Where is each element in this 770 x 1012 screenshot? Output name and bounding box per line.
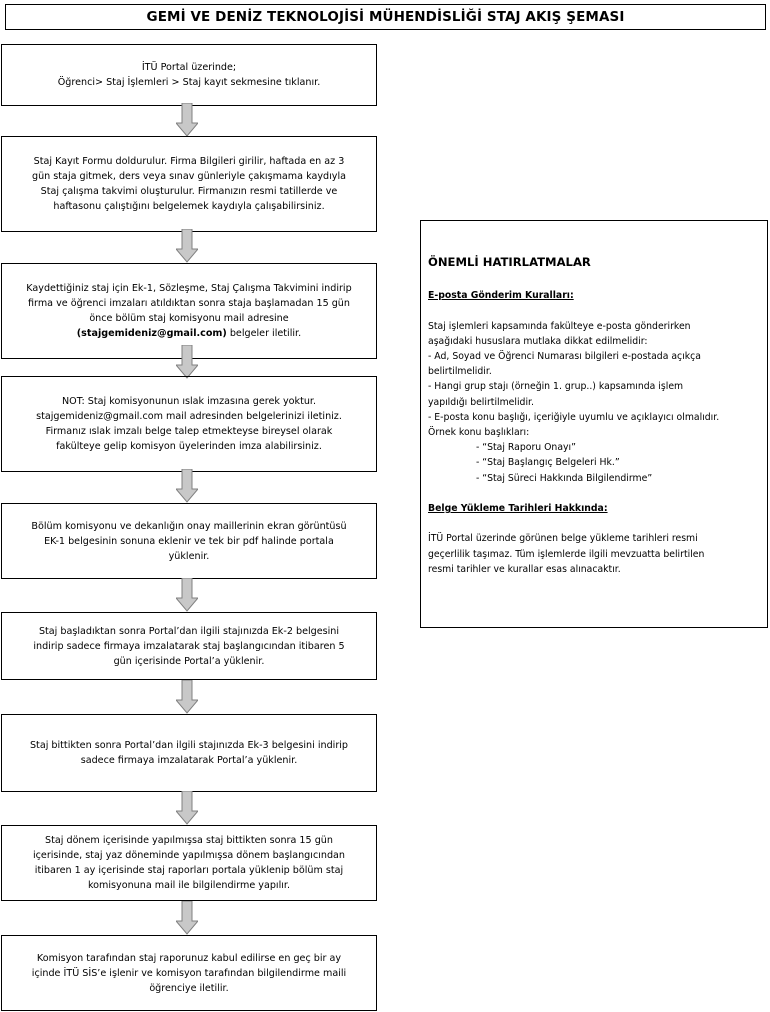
- step-text-line: Staj Kayıt Formu doldurulur. Firma Bilgileri girilir, haftada en az 3: [33, 156, 345, 167]
- step-text-line: öğrenciye iletilir.: [149, 982, 229, 994]
- email-rules-line: - Ad, Soyad ve Öğrenci Numarası bilgileri e-postada açıkça: [428, 351, 701, 362]
- down-arrow-icon: [176, 680, 198, 714]
- step-text-line: haftasonu çalıştığını belgelemek kaydıyla çalışabilirsiniz.: [53, 201, 325, 212]
- flow-step-2: [1, 136, 377, 232]
- reminders-heading: ÖNEMLİ HATIRLATMALAR: [428, 255, 591, 269]
- email-rules-line: aşağıdaki hususlara mutlaka dikkat edilmelidir:: [428, 335, 648, 347]
- step-text-line: Kaydettiğiniz staj için Ek-1, Sözleşme, Staj Çalışma Takvimini indirip: [26, 283, 352, 294]
- step-text-line: yüklenir.: [168, 550, 210, 562]
- flow-step-5: [1, 503, 377, 579]
- step-text-line: Öğrenci> Staj İşlemleri > Staj kayıt sekmesine tıklanır.: [57, 77, 321, 88]
- step-text-line: içinde İTÜ SİS’e işlenir ve komisyon tarafından bilgilendirme maili: [31, 967, 347, 979]
- committee-email: (stajgemideniz@gmail.com): [76, 328, 227, 339]
- down-arrow-icon: [176, 791, 198, 825]
- email-rules-line: - Hangi grup stajı (örneğin 1. grup..) kapsamında işlem: [428, 381, 684, 393]
- step-text-line: indirip sadece firmaya imzalatarak staj başlangıcından itibaren 5: [33, 640, 345, 652]
- example-subject: - “Staj Raporu Onayı”: [476, 442, 576, 454]
- step-text-line: Firmanız ıslak imzalı belge talep etmekteyse bireysel olarak: [45, 426, 333, 437]
- step-text-line: İTÜ Portal üzerinde;: [141, 62, 237, 73]
- step-text-line: Komisyon tarafından staj raporunuz kabul edilirse en geç bir ay: [36, 952, 342, 964]
- upload-dates-title: Belge Yükleme Tarihleri Hakkında:: [428, 503, 608, 515]
- email-rules-line: Örnek konu başlıkları:: [428, 427, 530, 439]
- example-subject: - “Staj Süreci Hakkında Bilgilendirme”: [476, 472, 653, 484]
- email-rules-line: - E-posta konu başlığı, içeriğiyle uyumlu ve açıklayıcı olmalıdır.: [428, 411, 720, 423]
- flow-step-9: [1, 935, 377, 1011]
- flow-step-6: [1, 612, 377, 680]
- step-text-line: Staj dönem içerisinde yapılmışsa staj bittikten sonra 15 gün: [45, 835, 333, 846]
- step-text-line: EK-1 belgesinin sonuna eklenir ve tek bir pdf halinde portala: [44, 535, 334, 547]
- step-text-line: itibaren 1 ay içerisinde staj raporları portala yüklenip bölüm staj: [34, 865, 344, 876]
- step-text-line: Bölüm komisyonu ve dekanlığın onay maillerinin ekran görüntüsü: [31, 520, 347, 532]
- down-arrow-icon: [176, 103, 198, 137]
- upload-dates-line: geçerlilik taşımaz. Tüm işlemlerde ilgili mevzuatta belirtilen: [428, 548, 705, 560]
- step-text-line: firma ve öğrenci imzaları atıldıktan sonra staja başlamadan 15 gün: [28, 298, 350, 309]
- step-text-line: sadece firmaya imzalatarak Portal’a yüklenir.: [80, 755, 298, 766]
- down-arrow-icon: [176, 901, 198, 935]
- email-rules-line: belirtilmelidir.: [428, 366, 492, 378]
- page-title: GEMİ VE DENİZ TEKNOLOJİSİ MÜHENDİSLİĞİ STAJ AKIŞ ŞEMASI: [5, 4, 766, 30]
- email-rules-line: Staj işlemleri kapsamında fakülteye e-posta gönderirken: [428, 320, 691, 332]
- down-arrow-icon: [176, 469, 198, 503]
- important-reminders-box: [420, 220, 768, 628]
- step-text-line: komisyonuna mail ile bilgilendirme yapılır.: [87, 880, 291, 891]
- step-text-line: fakülteye gelip komisyon üyelerinden imza alabilirsiniz.: [56, 441, 322, 452]
- email-rules-line: yapıldığı belirtilmelidir.: [428, 396, 534, 408]
- upload-dates-line: İTÜ Portal üzerinde görünen belge yükleme tarihleri resmi: [428, 533, 698, 545]
- step-text-line: önce bölüm staj komisyonu mail adresine: [89, 313, 289, 324]
- down-arrow-icon: [176, 345, 198, 379]
- step-text-line: Staj çalışma takvimi oluşturulur. Firmanızın resmi tatillerde ve: [40, 186, 338, 197]
- step-text-line: Staj bittikten sonra Portal’dan ilgili stajınızda Ek-3 belgesini indirip: [29, 740, 349, 751]
- flow-step-4-note: [1, 376, 377, 472]
- step-text-line: gün içerisinde Portal’a yüklenir.: [113, 655, 265, 667]
- flow-step-7: [1, 714, 377, 792]
- example-subject: - “Staj Başlangıç Belgeleri Hk.”: [476, 457, 620, 469]
- flow-step-1: [1, 44, 377, 106]
- down-arrow-icon: [176, 229, 198, 263]
- step-text-line: içerisinde, staj yaz döneminde yapılmışsa dönem başlangıcından: [32, 850, 346, 861]
- step-text-line: NOT: Staj komisyonunun ıslak imzasına gerek yoktur.: [61, 396, 317, 407]
- down-arrow-icon: [176, 578, 198, 612]
- email-suffix-text: belgeler iletilir.: [226, 328, 302, 339]
- step-text-line: [26, 326, 351, 341]
- upload-dates-line: resmi tarihler ve kurallar esas alınacaktır.: [428, 563, 621, 575]
- flow-step-8: [1, 825, 377, 901]
- step-text-line: gün staja gitmek, ders veya sınav günleriyle çakışmama kaydıyla: [32, 171, 346, 182]
- step-text-line: Staj başladıktan sonra Portal’dan ilgili stajınızda Ek-2 belgesini: [38, 625, 340, 637]
- email-rules-title: E-posta Gönderim Kuralları:: [428, 290, 574, 302]
- step-text-line: stajgemideniz@gmail.com mail adresinden belgelerinizi iletiniz.: [36, 411, 342, 422]
